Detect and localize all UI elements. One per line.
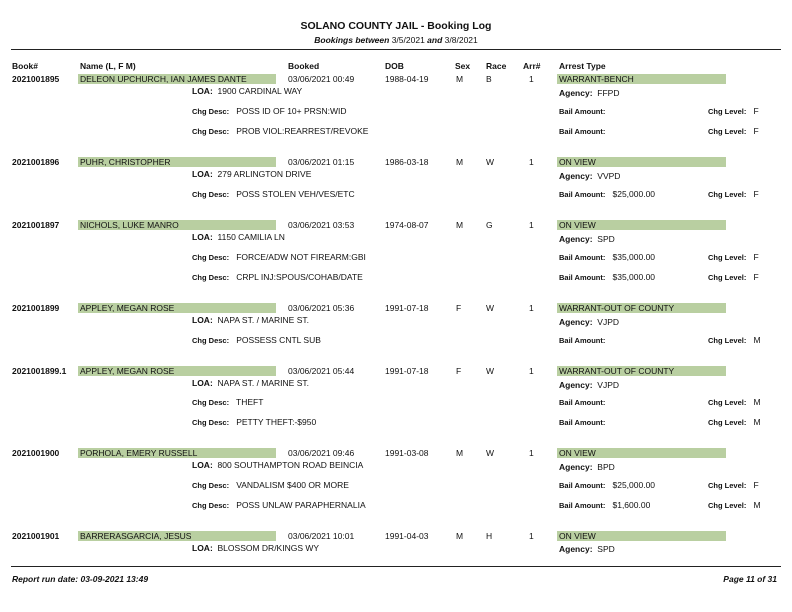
book-number: 2021001896 [12, 157, 60, 167]
level-label: Chg Level: [708, 336, 747, 345]
race: G [486, 220, 493, 230]
bail-amount [559, 397, 610, 407]
charge-desc [192, 397, 263, 407]
level-label: Chg Level: [708, 253, 747, 262]
chg-desc-value: VANDALISM $400 OR MORE [236, 480, 349, 490]
bail-label: Bail Amount: [559, 481, 606, 490]
level-value: M [753, 397, 761, 407]
level-label: Chg Level: [708, 127, 747, 136]
col-header-sex: Sex [455, 61, 471, 71]
agency-label: Agency: [559, 462, 593, 472]
inmate-name: PORHOLA, EMERY RUSSELL [80, 448, 198, 458]
chg-desc-label: Chg Desc: [192, 481, 230, 490]
level-label: Chg Level: [708, 501, 747, 510]
book-number: 2021001900 [12, 448, 60, 458]
level-value: F [753, 480, 759, 490]
arrest-type: ON VIEW [559, 448, 596, 458]
level-value: F [753, 252, 759, 262]
bail-amount [559, 500, 650, 510]
agency-value: FFPD [597, 88, 620, 98]
charge-level [708, 126, 759, 136]
level-value: F [753, 126, 759, 136]
chg-desc-label: Chg Desc: [192, 107, 230, 116]
race: W [486, 448, 495, 458]
arrest-type: ON VIEW [559, 531, 596, 541]
chg-desc-value: FORCE/ADW NOT FIREARM:GBI [236, 252, 366, 262]
race: H [486, 531, 493, 541]
sex: M [456, 157, 464, 167]
level-label: Chg Level: [708, 190, 747, 199]
charge-level [708, 500, 761, 510]
bail-value: $25,000.00 [612, 189, 656, 199]
race: W [486, 157, 495, 167]
agency [559, 380, 619, 390]
location-of-arrest [192, 460, 363, 470]
inmate-name: PUHR, CHRISTOPHER [80, 157, 171, 167]
agency-value: SPD [597, 544, 615, 554]
charge-level [708, 397, 761, 407]
arrest-type: ON VIEW [559, 157, 596, 167]
level-value: M [753, 417, 761, 427]
level-value: F [753, 189, 759, 199]
agency-label: Agency: [559, 317, 593, 327]
loa-value: 1150 CAMILIA LN [217, 232, 285, 242]
agency-label: Agency: [559, 88, 593, 98]
chg-desc-value: CRPL INJ:SPOUS/COHAB/DATE [236, 272, 363, 282]
header-top-rule [11, 49, 781, 50]
agency [559, 544, 615, 554]
book-number: 2021001895 [12, 74, 60, 84]
loa-value: NAPA ST. / MARINE ST. [217, 378, 309, 388]
bail-amount [559, 252, 655, 262]
col-header-name: Name (L, F M) [80, 61, 136, 71]
loa-label: LOA: [192, 460, 213, 470]
agency-value: VJPD [597, 380, 620, 390]
col-header-book: Book# [12, 61, 38, 71]
arrest-type: WARRANT-BENCH [559, 74, 634, 84]
agency-value: SPD [597, 234, 615, 244]
loa-value: NAPA ST. / MARINE ST. [217, 315, 309, 325]
location-of-arrest [192, 86, 302, 96]
charge-level [708, 272, 759, 282]
arrest-count: 1 [529, 366, 534, 376]
charge-desc [192, 189, 355, 199]
bail-label: Bail Amount: [559, 253, 606, 262]
booked-datetime: 03/06/2021 09:46 [288, 448, 355, 458]
agency [559, 234, 615, 244]
charge-desc [192, 500, 366, 510]
loa-label: LOA: [192, 378, 213, 388]
dob: 1991-07-18 [385, 303, 429, 313]
agency [559, 88, 619, 98]
race: W [486, 303, 495, 313]
booked-datetime: 03/06/2021 00:49 [288, 74, 355, 84]
agency-label: Agency: [559, 544, 593, 554]
book-number: 2021001899 [12, 303, 60, 313]
booked-datetime: 03/06/2021 05:44 [288, 366, 355, 376]
booked-datetime: 03/06/2021 01:15 [288, 157, 355, 167]
agency-value: VJPD [597, 317, 620, 327]
sex: M [456, 74, 464, 84]
level-value: M [753, 500, 761, 510]
sex: M [456, 220, 464, 230]
inmate-name: DELEON UPCHURCH, IAN JAMES DANTE [80, 74, 247, 84]
loa-label: LOA: [192, 232, 213, 242]
page-number: Page 11 of 31 [723, 574, 777, 584]
charge-level [708, 189, 759, 199]
chg-desc-value: PETTY THEFT:-$950 [236, 417, 317, 427]
dob: 1986-03-18 [385, 157, 429, 167]
bail-label: Bail Amount: [559, 127, 606, 136]
bail-amount [559, 189, 655, 199]
arrest-count: 1 [529, 220, 534, 230]
col-header-race: Race [486, 61, 507, 71]
level-label: Chg Level: [708, 273, 747, 282]
bail-amount [559, 272, 655, 282]
loa-value: 800 SOUTHAMPTON ROAD BEINCIA [217, 460, 364, 470]
chg-desc-label: Chg Desc: [192, 398, 230, 407]
subtitle-and: and [427, 35, 443, 45]
subtitle-date-from: 3/5/2021 [391, 35, 425, 45]
agency [559, 317, 619, 327]
inmate-name: NICHOLS, LUKE MANRO [80, 220, 179, 230]
charge-level [708, 417, 761, 427]
level-label: Chg Level: [708, 398, 747, 407]
bail-label: Bail Amount: [559, 501, 606, 510]
chg-desc-label: Chg Desc: [192, 501, 230, 510]
dob: 1991-04-03 [385, 531, 429, 541]
loa-label: LOA: [192, 86, 213, 96]
chg-desc-label: Chg Desc: [192, 336, 230, 345]
arrest-count: 1 [529, 448, 534, 458]
charge-level [708, 106, 759, 116]
agency [559, 462, 615, 472]
dob: 1988-04-19 [385, 74, 429, 84]
level-label: Chg Level: [708, 481, 747, 490]
dob: 1991-07-18 [385, 366, 429, 376]
report-run-date: Report run date: 03-09-2021 13:49 [12, 574, 149, 584]
footer-rule [11, 566, 781, 567]
level-value: F [753, 106, 759, 116]
bail-amount [559, 126, 610, 136]
bail-label: Bail Amount: [559, 398, 606, 407]
location-of-arrest [192, 169, 311, 179]
subtitle-date-to: 3/8/2021 [444, 35, 478, 45]
arrest-count: 1 [529, 157, 534, 167]
bail-label: Bail Amount: [559, 107, 606, 116]
agency-label: Agency: [559, 380, 593, 390]
chg-desc-label: Chg Desc: [192, 190, 230, 199]
col-header-dob: DOB [385, 61, 404, 71]
arrest-count: 1 [529, 531, 534, 541]
agency-value: VVPD [597, 171, 621, 181]
book-number: 2021001901 [12, 531, 60, 541]
subtitle-prefix: Bookings between [314, 35, 390, 45]
agency-label: Agency: [559, 171, 593, 181]
arrest-type: ON VIEW [559, 220, 596, 230]
bail-amount [559, 106, 610, 116]
report-subtitle [0, 35, 792, 45]
level-label: Chg Level: [708, 418, 747, 427]
chg-desc-value: THEFT [236, 397, 264, 407]
inmate-name: APPLEY, MEGAN ROSE [80, 366, 175, 376]
book-number: 2021001897 [12, 220, 60, 230]
inmate-name: APPLEY, MEGAN ROSE [80, 303, 175, 313]
level-value: F [753, 272, 759, 282]
bail-amount [559, 335, 610, 345]
loa-value: 279 ARLINGTON DRIVE [217, 169, 312, 179]
loa-label: LOA: [192, 169, 213, 179]
col-header-arr: Arr# [523, 61, 541, 71]
charge-desc [192, 106, 346, 116]
chg-desc-label: Chg Desc: [192, 253, 230, 262]
bail-label: Bail Amount: [559, 273, 606, 282]
location-of-arrest [192, 232, 285, 242]
bail-amount [559, 417, 610, 427]
dob: 1991-03-08 [385, 448, 429, 458]
arrest-count: 1 [529, 74, 534, 84]
book-number: 2021001899.1 [12, 366, 67, 376]
bail-label: Bail Amount: [559, 190, 606, 199]
arrest-type: WARRANT-OUT OF COUNTY [559, 303, 675, 313]
loa-label: LOA: [192, 315, 213, 325]
sex: M [456, 531, 464, 541]
location-of-arrest [192, 315, 309, 325]
report-title: SOLANO COUNTY JAIL - Booking Log [300, 20, 492, 32]
bail-value: $35,000.00 [612, 252, 656, 262]
charge-desc [192, 417, 316, 427]
chg-desc-label: Chg Desc: [192, 273, 230, 282]
chg-desc-value: POSSESS CNTL SUB [236, 335, 321, 345]
race: B [486, 74, 492, 84]
charge-level [708, 335, 761, 345]
agency-label: Agency: [559, 234, 593, 244]
chg-desc-value: POSS ID OF 10+ PRSN:WID [236, 106, 347, 116]
location-of-arrest [192, 543, 319, 553]
chg-desc-label: Chg Desc: [192, 127, 230, 136]
dob: 1974-08-07 [385, 220, 429, 230]
sex: F [456, 303, 462, 313]
bail-value: $35,000.00 [612, 272, 656, 282]
loa-value: 1900 CARDINAL WAY [217, 86, 303, 96]
bail-label: Bail Amount: [559, 418, 606, 427]
sex: M [456, 448, 464, 458]
booked-datetime: 03/06/2021 03:53 [288, 220, 355, 230]
bail-value: $1,600.00 [612, 500, 651, 510]
charge-desc [192, 272, 363, 282]
charge-level [708, 252, 759, 262]
chg-desc-value: PROB VIOL:REARREST/REVOKE [236, 126, 369, 136]
charge-desc [192, 335, 321, 345]
charge-desc [192, 252, 366, 262]
agency [559, 171, 620, 181]
charge-desc [192, 480, 349, 490]
loa-value: BLOSSOM DR/KINGS WY [217, 543, 320, 553]
agency-value: BPD [597, 462, 615, 472]
col-header-booked: Booked [288, 61, 320, 71]
race: W [486, 366, 495, 376]
level-label: Chg Level: [708, 107, 747, 116]
level-value: M [753, 335, 761, 345]
chg-desc-value: POSS STOLEN VEH/VES/ETC [236, 189, 355, 199]
loa-label: LOA: [192, 543, 213, 553]
location-of-arrest [192, 378, 309, 388]
arrest-count: 1 [529, 303, 534, 313]
bail-amount [559, 480, 655, 490]
bail-label: Bail Amount: [559, 336, 606, 345]
arrest-type: WARRANT-OUT OF COUNTY [559, 366, 675, 376]
booked-datetime: 03/06/2021 05:36 [288, 303, 355, 313]
bail-value: $25,000.00 [612, 480, 656, 490]
booked-datetime: 03/06/2021 10:01 [288, 531, 355, 541]
col-header-arrest-type: Arrest Type [559, 61, 606, 71]
charge-level [708, 480, 759, 490]
sex: F [456, 366, 462, 376]
chg-desc-value: POSS UNLAW PARAPHERNALIA [236, 500, 366, 510]
inmate-name: BARRERASGARCIA, JESUS [80, 531, 192, 541]
charge-desc [192, 126, 368, 136]
chg-desc-label: Chg Desc: [192, 418, 230, 427]
